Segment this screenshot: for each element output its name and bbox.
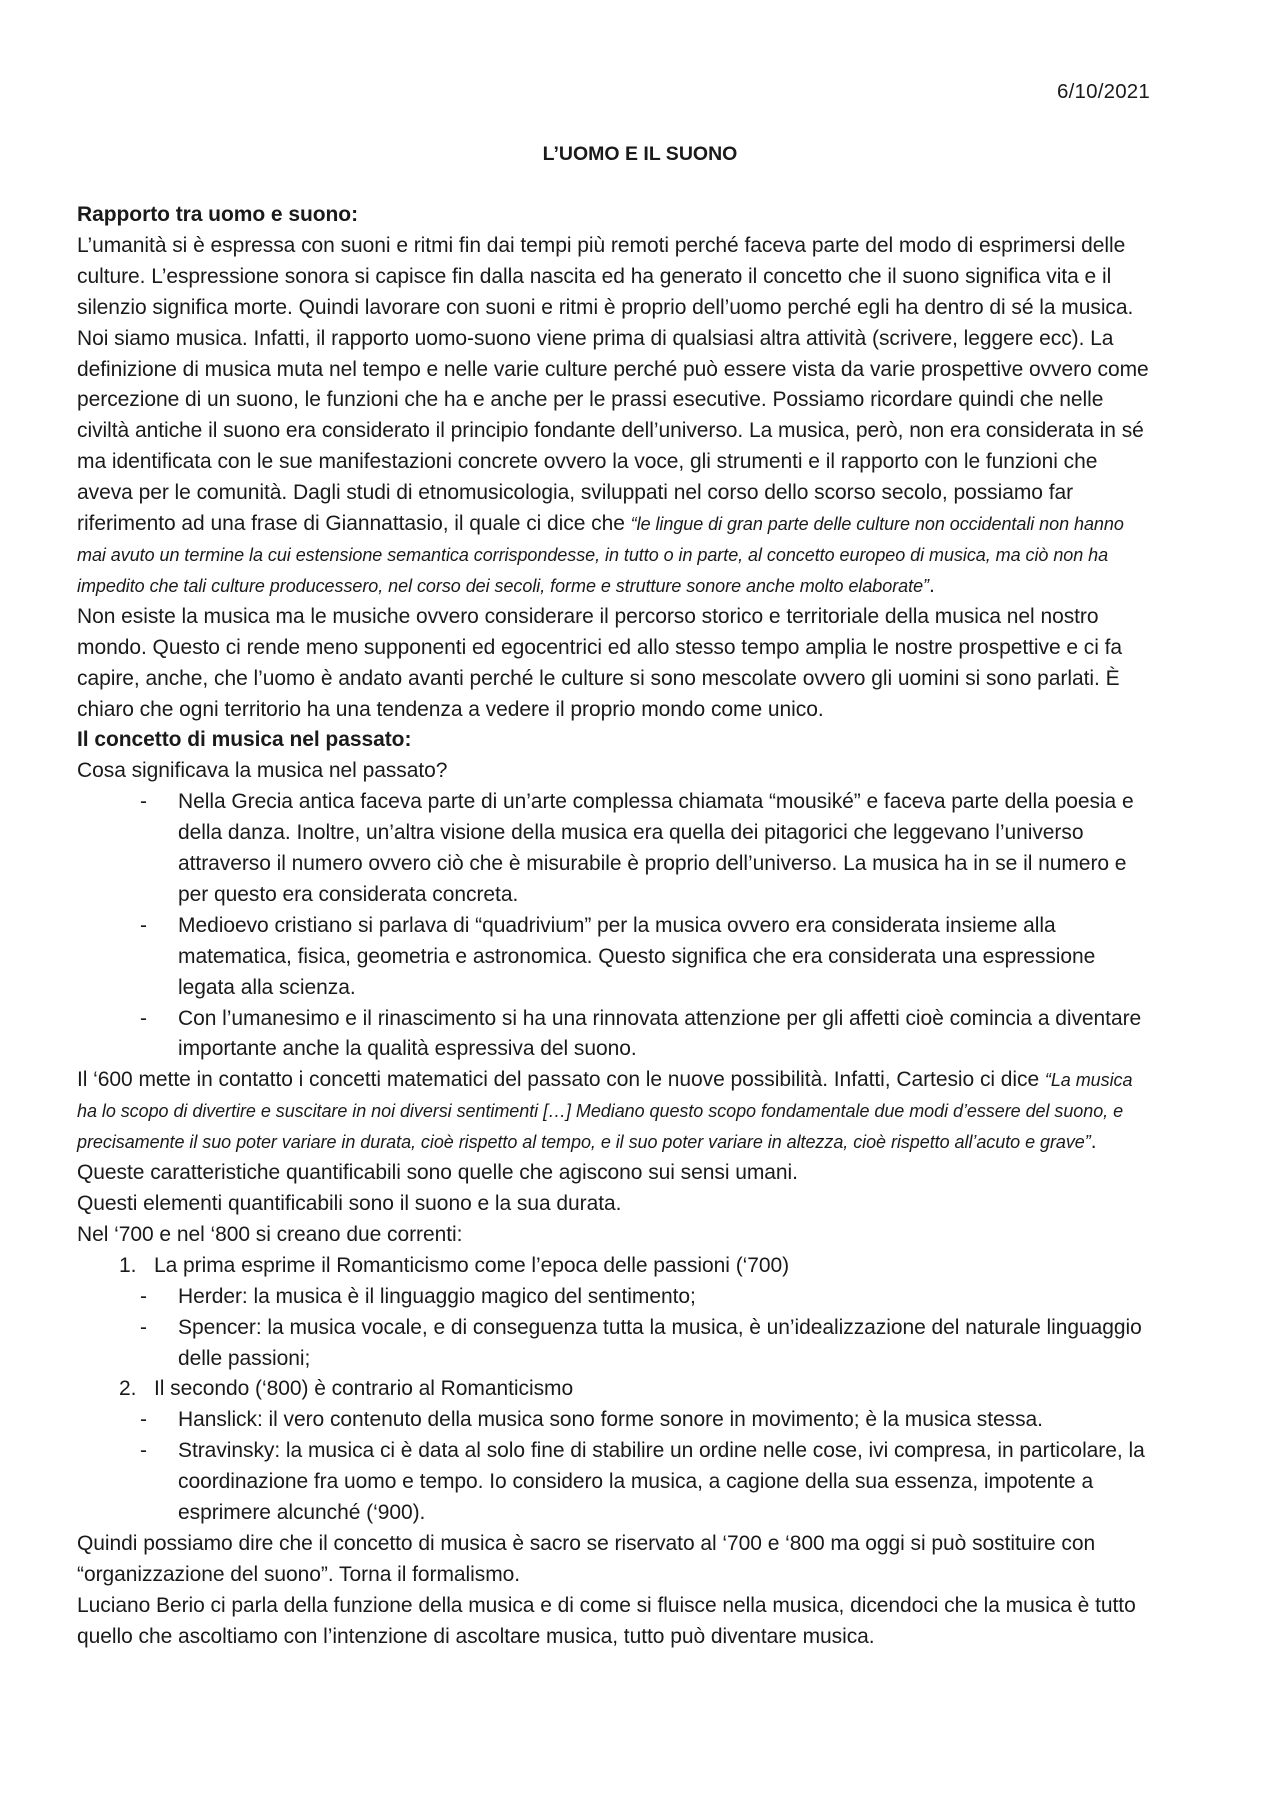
current-heading	[77, 1251, 1152, 1282]
paragraph-text: .	[929, 573, 935, 597]
list-number: 1.	[119, 1253, 137, 1277]
history-list	[77, 787, 1152, 1065]
list-number: 2.	[119, 1377, 137, 1401]
list-item: - Con l’umanesimo e il rinascimento si ha una rinnovata attenzione per gli affetti cioè comincia a diventare importante anche la qualità espressiva del suono.	[178, 1004, 1152, 1066]
paragraph: Luciano Berio ci parla della funzione della musica e di come si fluisce nella musica, dicendoci che la musica è tutto quello che ascoltiamo con l’intenzione di ascoltare musica, tutto può diventare musica.	[77, 1593, 1136, 1648]
document-date: 6/10/2021	[1057, 80, 1150, 103]
quote-giannattasio: “le lingue di gran parte delle culture non occidentali non hanno mai avuto un termine la cui estensione semantica corrispondesse, in tutto o in parte, al concetto europeo di musica, ma ciò non ha impedito che tali culture producessero, nel corso dei secoli, forme e strutture sonore anche molto elaborate”	[77, 514, 1124, 596]
list-item: - Hanslick: il vero contenuto della musica sono forme sonore in movimento; è la musica stessa.	[178, 1405, 1152, 1436]
paragraph	[77, 1065, 1152, 1189]
paragraph: L’umanità si è espressa con suoni e ritmi fin dai tempi più remoti perché faceva parte del modo di esprimersi delle culture. L’espressione sonora si capisce fin dalla nascita ed ha generato il concetto che il suono significa vita e il silenzio significa morte. Quindi lavorare con suoni e ritmi è proprio dell’uomo perché egli ha dentro di sé la musica.	[77, 233, 1134, 319]
section-heading-rapporto: Rapporto tra uomo e suono:	[77, 203, 359, 226]
currents-list	[77, 1251, 1152, 1529]
document-body	[77, 200, 1152, 1653]
list-item: - Stravinsky: la musica ci è data al solo fine di stabilire un ordine nelle cose, ivi compresa, in particolare, la coordinazione fra uomo e tempo. Io considero la musica, a cagione della sua essenza, impotente a esprimere alcunché (‘900).	[178, 1436, 1152, 1529]
current-sublist	[77, 1405, 1152, 1529]
current-text: La prima esprime il Romanticismo come l’epoca delle passioni (‘700)	[154, 1253, 790, 1277]
paragraph-text: Il ‘600 mette in contatto i concetti matematici del passato con le nuove possibilità. Infatti, Cartesio ci dice	[77, 1068, 1045, 1092]
paragraph	[77, 324, 1152, 602]
current-sublist	[77, 1282, 1152, 1375]
paragraph: Cosa significava la musica nel passato?	[77, 759, 448, 783]
paragraph: Non esiste la musica ma le musiche ovvero considerare il percorso storico e territoriale della musica nel nostro mondo. Questo ci rende meno supponenti ed egocentrici ed allo stesso tempo amplia le nostre prospettive e ci fa capire, anche, che l’uomo è andato avanti perché le culture si sono mescolate ovvero gli uomini si sono parlati. È chiaro che ogni territorio ha una tendenza a vedere il proprio mondo come unico.	[77, 604, 1123, 721]
current-heading	[77, 1374, 1152, 1405]
list-item: - Spencer: la musica vocale, e di conseguenza tutta la musica, è un’idealizzazione del naturale linguaggio delle passioni;	[178, 1313, 1152, 1375]
current-item	[77, 1251, 1152, 1375]
current-text: Il secondo (‘800) è contrario al Romanticismo	[154, 1377, 574, 1401]
document-title: L’UOMO E IL SUONO	[542, 143, 738, 165]
list-item: - Medioevo cristiano si parlava di “quadrivium” per la musica ovvero era considerata insieme alla matematica, fisica, geometria e astronomica. Questo significa che era considerata una espressione legata alla scienza.	[178, 911, 1152, 1004]
paragraph: Questi elementi quantificabili sono il suono e la sua durata.	[77, 1192, 622, 1215]
list-item: - Nella Grecia antica faceva parte di un’arte complessa chiamata “mousiké” e faceva parte della poesia e della danza. Inoltre, un’altra visione della musica era quella dei pitagorici che leggevano l’universo attraverso il numero ovvero ciò che è misurabile è proprio dell’universo. La musica ha in se il numero e per questo era considerata concreta.	[178, 787, 1152, 911]
paragraph-text: . Queste caratteristiche quantificabili sono quelle che agiscono sui sensi umani.	[77, 1130, 1097, 1185]
paragraph: Nel ‘700 e nel ‘800 si creano due correnti:	[77, 1222, 463, 1246]
list-item: - Herder: la musica è il linguaggio magico del sentimento;	[178, 1282, 1152, 1313]
quote-cartesio: “La musica ha lo scopo di divertire e suscitare in noi diversi sentimenti […] Mediano questo scopo fondamentale due modi d’essere del suono, e precisamente il suo poter variare in durata, cioè rispetto al tempo, e il suo poter variare in altezza, cioè rispetto all’acuto e grave”	[77, 1070, 1133, 1153]
section-heading-passato: Il concetto di musica nel passato:	[77, 728, 412, 752]
current-item	[77, 1374, 1152, 1529]
paragraph-text: Noi siamo musica. Infatti, il rapporto uomo-suono viene prima di qualsiasi altra attività (scrivere, leggere ecc). La definizione di musica muta nel tempo e nelle varie culture perché può essere vista da varie prospettive ovvero come percezione di un suono, le funzioni che ha e anche per le prassi esecutive. Possiamo ricordare quindi che nelle civiltà antiche il suono era considerato il principio fondante dell’universo. La musica, però, non era considerata in sé ma identificata con le sue manifestazioni concrete ovvero la voce, gli strumenti e il rapporto con le funzioni che aveva per le comunità. Dagli studi di etnomusicologia, sviluppati nel corso dello scorso secolo, possiamo far riferimento ad una frase di Giannattasio, il quale ci dice che	[77, 326, 1149, 536]
paragraph: Quindi possiamo dire che il concetto di musica è sacro se riservato al ‘700 e ‘800 ma oggi si può sostituire con “organizzazione del suono”. Torna il formalismo.	[77, 1531, 1096, 1586]
